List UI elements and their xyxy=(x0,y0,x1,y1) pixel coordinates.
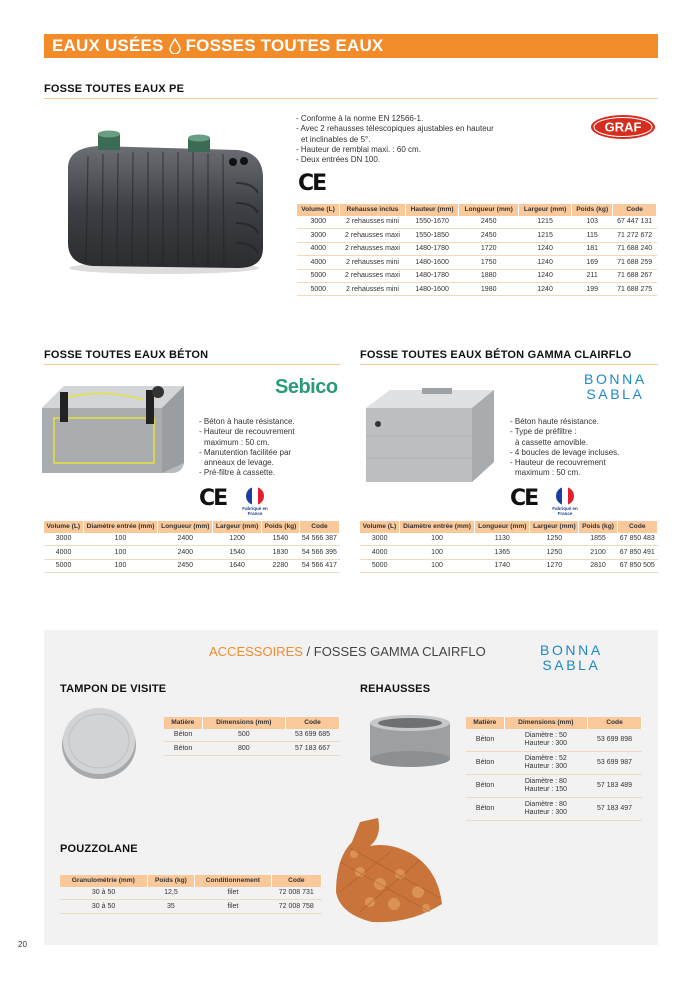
table-cell: 100 xyxy=(399,546,474,559)
table-cell: 2450 xyxy=(459,216,519,229)
table-cell-line: Diamètre : 50 xyxy=(524,731,567,739)
beton-feature: - Manutention facilitée par xyxy=(199,447,292,457)
table-header: Longueur (mm) xyxy=(158,521,213,533)
table-row xyxy=(297,216,657,229)
gamma-feature: - Type de préfiltre : xyxy=(510,427,577,437)
table-cell: 3000 xyxy=(360,533,399,546)
table-cell: 2280 xyxy=(261,559,299,572)
table-cell: 1240 xyxy=(519,256,572,269)
table-cell-line: 53 699 898 xyxy=(596,735,633,743)
table-cell: 1215 xyxy=(519,229,572,242)
table-row xyxy=(466,798,642,821)
table-cell xyxy=(504,752,587,775)
table-cell: 100 xyxy=(399,533,474,546)
table-cell-line: Hauteur : 150 xyxy=(524,786,568,793)
drop-icon xyxy=(169,38,181,54)
table-cell: 1200 xyxy=(213,533,262,546)
table-cell: 1250 xyxy=(530,533,579,546)
table-header: Code xyxy=(286,717,340,729)
gamma-feature: - Hauteur de recouvrement xyxy=(510,458,606,468)
pe-features xyxy=(296,114,494,165)
table-cell xyxy=(466,798,504,821)
table-cell: filet xyxy=(195,900,271,913)
beton-feature: - Pré-filtre à cassette. xyxy=(199,468,276,478)
table-header: Diamètre entrée (mm) xyxy=(83,521,158,533)
table-cell: 100 xyxy=(399,559,474,572)
table-row xyxy=(466,752,642,775)
table-cell: 54 566 417 xyxy=(299,559,339,572)
sabla-line: SABLA xyxy=(542,657,601,673)
table-header: Volume (L) xyxy=(44,521,83,533)
tampon-table xyxy=(164,717,340,756)
beton-tank-image xyxy=(34,378,184,478)
table-cell: 2400 xyxy=(158,533,213,546)
table-cell: 4000 xyxy=(297,256,340,269)
table-cell: 12,5 xyxy=(147,887,195,900)
table-cell: 800 xyxy=(202,742,285,755)
table-cell: 53 699 685 xyxy=(286,729,340,742)
beton-feature: - Hauteur de recouvrement xyxy=(199,427,295,437)
accessories-title-rest: / FOSSES GAMMA CLAIRFLO xyxy=(302,644,486,659)
fab-line: France xyxy=(247,511,263,516)
table-cell: 500 xyxy=(202,729,285,742)
table-header: Diamètre entrée (mm) xyxy=(399,521,474,533)
table-cell-line: 57 183 497 xyxy=(596,805,633,812)
table-cell: 2 rehausses maxi xyxy=(340,229,406,242)
table-cell: 181 xyxy=(572,242,613,255)
table-header: Matière xyxy=(466,717,504,729)
table-header: Code xyxy=(617,521,657,533)
table-cell: 57 183 667 xyxy=(286,742,340,755)
table-cell: 30 à 50 xyxy=(60,900,147,913)
bonna-sabla-logo xyxy=(540,643,603,673)
table-cell: 1240 xyxy=(519,242,572,255)
table-header: Longueur (mm) xyxy=(475,521,530,533)
table-cell: 1480-1780 xyxy=(405,242,459,255)
table-cell: 4000 xyxy=(44,546,83,559)
pe-tank-image xyxy=(58,128,270,276)
table-cell: 100 xyxy=(83,533,158,546)
table-cell: 1250 xyxy=(530,546,579,559)
table-cell: filet xyxy=(195,887,271,900)
table-cell: 1720 xyxy=(459,242,519,255)
table-cell-line: Diamètre : 80 xyxy=(524,801,567,808)
table-cell-line: Hauteur : 300 xyxy=(524,763,568,770)
table-header: Longueur (mm) xyxy=(459,204,519,216)
table-row xyxy=(297,269,657,282)
table-cell xyxy=(504,798,587,821)
table-cell: 4000 xyxy=(360,546,399,559)
table-cell: 67 850 483 xyxy=(617,533,657,546)
table-header: Volume (L) xyxy=(360,521,399,533)
rehausses-table xyxy=(466,717,642,821)
sabla-line: SABLA xyxy=(586,386,645,402)
table-header: Volume (L) xyxy=(297,204,340,216)
beton-feature: anneaux de levage. xyxy=(204,458,274,468)
table-row xyxy=(60,900,322,913)
table-cell: 1365 xyxy=(475,546,530,559)
table-row xyxy=(297,242,657,255)
table-cell: 71 688 275 xyxy=(613,282,657,295)
table-cell: 2100 xyxy=(579,546,617,559)
table-cell-line: Béton xyxy=(475,782,495,789)
pe-feature: - Hauteur de remblai maxi. : 60 cm. xyxy=(296,144,421,154)
table-cell: 3000 xyxy=(44,533,83,546)
gamma-tank-image xyxy=(362,386,498,486)
table-row xyxy=(466,775,642,798)
table-cell-line: Diamètre : 52 xyxy=(524,755,567,762)
table-cell: 4000 xyxy=(297,242,340,255)
table-cell: Béton xyxy=(164,742,202,755)
table-cell-line: Béton xyxy=(475,805,495,812)
table-cell: 35 xyxy=(147,900,195,913)
table-header: Rehausse inclus xyxy=(340,204,406,216)
table-cell: 1480-1600 xyxy=(405,256,459,269)
table-row xyxy=(360,533,658,546)
table-cell: 1550-1850 xyxy=(405,229,459,242)
table-cell: 1880 xyxy=(459,269,519,282)
france-flag-icon xyxy=(246,487,264,505)
table-header: Conditionnement xyxy=(195,875,271,887)
table-cell: 3000 xyxy=(297,216,340,229)
banner-left: EAUX USÉES xyxy=(52,36,164,55)
table-cell: 2 rehausses mini xyxy=(340,216,406,229)
accessories-title xyxy=(209,644,486,659)
table-cell: Béton xyxy=(164,729,202,742)
table-cell: 67 850 491 xyxy=(617,546,657,559)
table-cell-line: Béton xyxy=(475,735,495,743)
beton-table xyxy=(44,521,340,573)
section-title-pe: FOSSE TOUTES EAUX PE xyxy=(44,83,185,95)
table-cell-line: 53 699 987 xyxy=(596,759,633,766)
table-cell: 1750 xyxy=(459,256,519,269)
table-cell: 2450 xyxy=(158,559,213,572)
accessories-title-orange: ACCESSOIRES xyxy=(209,644,303,659)
table-cell: 100 xyxy=(83,546,158,559)
table-header: Matière xyxy=(164,717,202,729)
table-header: Largeur (mm) xyxy=(519,204,572,216)
beton-feature: - Béton à haute résistance. xyxy=(199,417,295,426)
table-header: Granulométrie (mm) xyxy=(60,875,147,887)
ce-mark: CE xyxy=(199,486,227,511)
table-row xyxy=(44,559,340,572)
table-header: Largeur (mm) xyxy=(213,521,262,533)
made-in-france-label xyxy=(238,506,272,516)
ce-mark: CE xyxy=(510,486,538,511)
table-cell xyxy=(504,729,587,752)
section-title-tampon: TAMPON DE VISITE xyxy=(60,683,167,695)
table-cell: 1550-1670 xyxy=(405,216,459,229)
france-flag-icon xyxy=(556,487,574,505)
banner-right: FOSSES TOUTES EAUX xyxy=(185,36,384,55)
table-header: Poids (kg) xyxy=(579,521,617,533)
table-cell xyxy=(466,752,504,775)
table-cell: 71 688 240 xyxy=(613,242,657,255)
tampon-image xyxy=(60,703,138,781)
pe-table xyxy=(297,204,657,296)
table-row xyxy=(297,229,657,242)
table-row xyxy=(297,256,657,269)
table-header: Poids (kg) xyxy=(147,875,195,887)
table-header: Code xyxy=(613,204,657,216)
table-cell: 1830 xyxy=(261,546,299,559)
table-cell: 1540 xyxy=(213,546,262,559)
gamma-features xyxy=(510,417,619,479)
sebico-logo: Sebico xyxy=(275,376,338,398)
gamma-table xyxy=(360,521,658,573)
table-header: Code xyxy=(588,717,642,729)
pe-feature: - Avec 2 rehausses télescopiques ajustables en hauteur xyxy=(296,124,494,134)
table-cell: 1640 xyxy=(213,559,262,572)
table-header: Largeur (mm) xyxy=(530,521,579,533)
table-cell: 1240 xyxy=(519,269,572,282)
table-header: Dimensions (mm) xyxy=(202,717,285,729)
table-row xyxy=(360,559,658,572)
table-cell: 2400 xyxy=(158,546,213,559)
table-cell: 71 688 267 xyxy=(613,269,657,282)
table-cell: 5000 xyxy=(44,559,83,572)
table-cell: 2 rehausses maxi xyxy=(340,242,406,255)
table-cell: 103 xyxy=(572,216,613,229)
table-cell: 54 566 387 xyxy=(299,533,339,546)
table-cell: 1270 xyxy=(530,559,579,572)
table-cell: 1240 xyxy=(519,282,572,295)
table-cell: 169 xyxy=(572,256,613,269)
table-cell xyxy=(588,775,642,798)
table-cell: 100 xyxy=(83,559,158,572)
table-cell xyxy=(588,752,642,775)
section-divider xyxy=(44,98,658,99)
table-cell: 54 566 395 xyxy=(299,546,339,559)
section-title-beton: FOSSE TOUTES EAUX BÉTON xyxy=(44,349,209,361)
pouzzolane-table xyxy=(60,875,322,914)
section-title-pouzzolane: POUZZOLANE xyxy=(60,843,138,855)
table-cell: 199 xyxy=(572,282,613,295)
table-cell xyxy=(466,729,504,752)
fab-line: Fabriqué en xyxy=(242,506,268,511)
beton-features xyxy=(199,417,295,479)
table-header: Poids (kg) xyxy=(261,521,299,533)
table-cell: 2450 xyxy=(459,229,519,242)
section-title-rehausses: REHAUSSES xyxy=(360,683,431,695)
pouzzolane-bag-image xyxy=(330,812,454,930)
pe-feature: - Deux entrées DN 100. xyxy=(296,155,381,165)
table-cell: 1540 xyxy=(261,533,299,546)
table-cell: 2 rehausses mini xyxy=(340,282,406,295)
table-cell: 1130 xyxy=(475,533,530,546)
gamma-feature: - 4 boucles de levage incluses. xyxy=(510,447,620,457)
table-cell: 5000 xyxy=(297,282,340,295)
table-cell: 2 rehausses mini xyxy=(340,256,406,269)
graf-logo xyxy=(590,114,656,140)
pe-feature: - Conforme à la norme EN 12566-1. xyxy=(296,114,424,123)
table-cell: 67 850 505 xyxy=(617,559,657,572)
section-title-gamma: FOSSE TOUTES EAUX BÉTON GAMMA CLAIRFLO xyxy=(360,349,632,361)
table-cell xyxy=(588,798,642,821)
table-cell-line: 57 183 489 xyxy=(596,782,633,789)
table-cell-line: Béton xyxy=(475,759,495,766)
beton-feature: maximum : 50 cm. xyxy=(204,437,270,447)
table-row xyxy=(297,282,657,295)
section-divider xyxy=(360,364,658,365)
table-header: Code xyxy=(299,521,339,533)
bonna-line: BONNA xyxy=(584,371,647,387)
table-cell: 71 272 672 xyxy=(613,229,657,242)
table-cell-line: Hauteur : 300 xyxy=(524,809,568,816)
table-row xyxy=(360,546,658,559)
table-header: Dimensions (mm) xyxy=(504,717,587,729)
table-cell: 1480-1600 xyxy=(405,282,459,295)
table-header: Hauteur (mm) xyxy=(405,204,459,216)
table-cell: 3000 xyxy=(297,229,340,242)
table-cell-line: Hauteur : 300 xyxy=(524,739,568,747)
table-cell xyxy=(588,729,642,752)
table-cell: 115 xyxy=(572,229,613,242)
table-cell: 1215 xyxy=(519,216,572,229)
made-in-france-label xyxy=(548,506,582,516)
table-cell: 1980 xyxy=(459,282,519,295)
bonna-sabla-logo xyxy=(584,372,647,402)
table-cell: 1740 xyxy=(475,559,530,572)
table-cell: 5000 xyxy=(297,269,340,282)
fab-line: Fabriqué en xyxy=(552,506,578,511)
table-cell: 1855 xyxy=(579,533,617,546)
graf-logo-text: GRAF xyxy=(604,119,642,135)
table-row xyxy=(60,887,322,900)
table-cell: 211 xyxy=(572,269,613,282)
table-row xyxy=(164,742,340,755)
gamma-feature: - Béton haute résistance. xyxy=(510,417,599,426)
table-cell: 67 447 131 xyxy=(613,216,657,229)
table-cell-line: Diamètre : 80 xyxy=(524,778,567,785)
table-cell: 2810 xyxy=(579,559,617,572)
table-header: Code xyxy=(271,875,321,887)
table-row xyxy=(44,546,340,559)
table-header: Poids (kg) xyxy=(572,204,613,216)
table-row xyxy=(44,533,340,546)
page-number: 20 xyxy=(18,940,27,949)
table-cell: 2 rehausses maxi xyxy=(340,269,406,282)
page-banner xyxy=(44,34,658,58)
table-cell: 30 à 50 xyxy=(60,887,147,900)
ce-mark: CE xyxy=(298,171,326,196)
gamma-feature: à cassette amovible. xyxy=(515,437,588,447)
section-divider xyxy=(44,364,340,365)
rehausse-image xyxy=(368,713,452,769)
table-cell xyxy=(466,775,504,798)
table-cell: 71 688 259 xyxy=(613,256,657,269)
gamma-feature: maximum : 50 cm. xyxy=(515,468,581,478)
fab-line: France xyxy=(557,511,573,516)
table-cell: 5000 xyxy=(360,559,399,572)
table-cell xyxy=(504,775,587,798)
bonna-line: BONNA xyxy=(540,642,603,658)
table-cell: 72 008 731 xyxy=(271,887,321,900)
table-row xyxy=(466,729,642,752)
pe-feature: et inclinables de 5°. xyxy=(301,134,371,144)
table-cell: 72 008 758 xyxy=(271,900,321,913)
table-cell: 1480-1780 xyxy=(405,269,459,282)
table-row xyxy=(164,729,340,742)
